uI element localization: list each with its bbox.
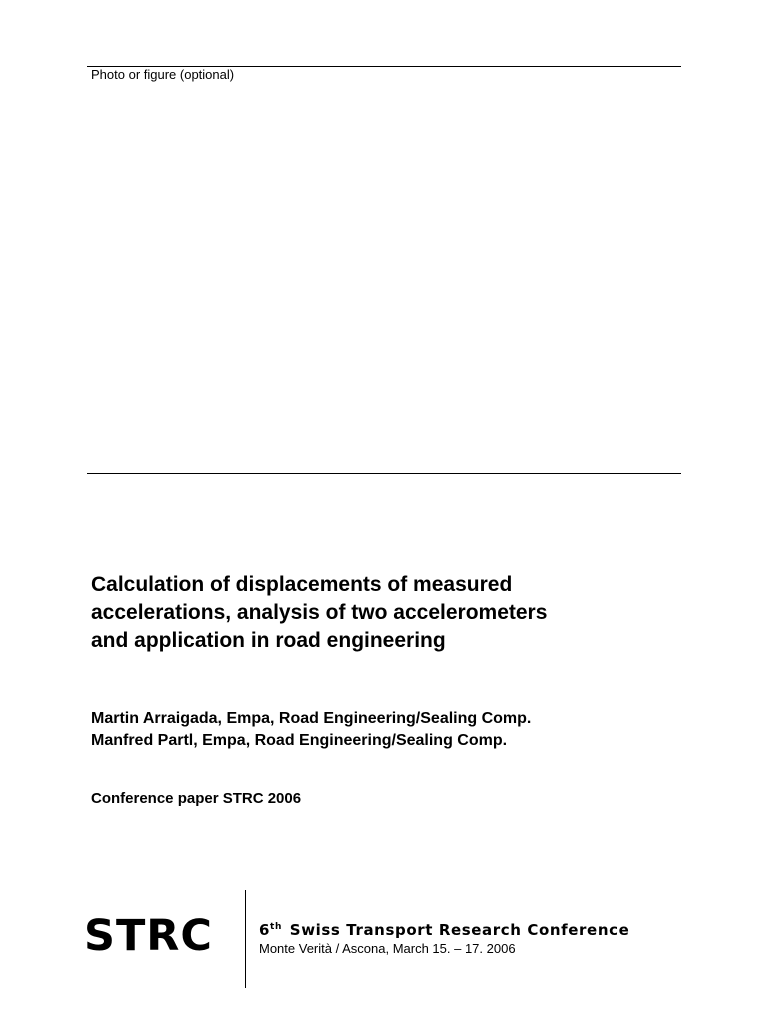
- author-1: Martin Arraigada, Empa, Road Engineering/Sealing Comp.: [91, 710, 532, 727]
- paper-title-line-2: accelerations, analysis of two accelerometers: [91, 601, 548, 624]
- figure-bottom-divider: [87, 473, 681, 474]
- paper-title-line-3: and application in road engineering: [91, 629, 446, 652]
- conference-name-text: Swiss Transport Research Conference: [289, 921, 630, 939]
- conference-venue-dates: Monte Verità / Ascona, March 15. – 17. 2006: [259, 941, 516, 956]
- conference-ordinal-suffix: th: [270, 922, 282, 932]
- figure-placeholder-caption: Photo or figure (optional): [91, 67, 235, 82]
- paper-type-label: Conference paper STRC 2006: [91, 790, 302, 807]
- conference-footer: [0, 888, 768, 990]
- author-list: [91, 708, 531, 752]
- strc-logo: STRC: [84, 911, 213, 961]
- conference-ordinal-number: 6: [259, 921, 271, 939]
- footer-vertical-divider: [245, 890, 246, 988]
- author-2: Manfred Partl, Empa, Road Engineering/Sealing Comp.: [91, 732, 508, 749]
- paper-title-line-1: Calculation of displacements of measured: [91, 573, 513, 596]
- conference-name: [259, 920, 629, 940]
- paper-title: [91, 571, 731, 655]
